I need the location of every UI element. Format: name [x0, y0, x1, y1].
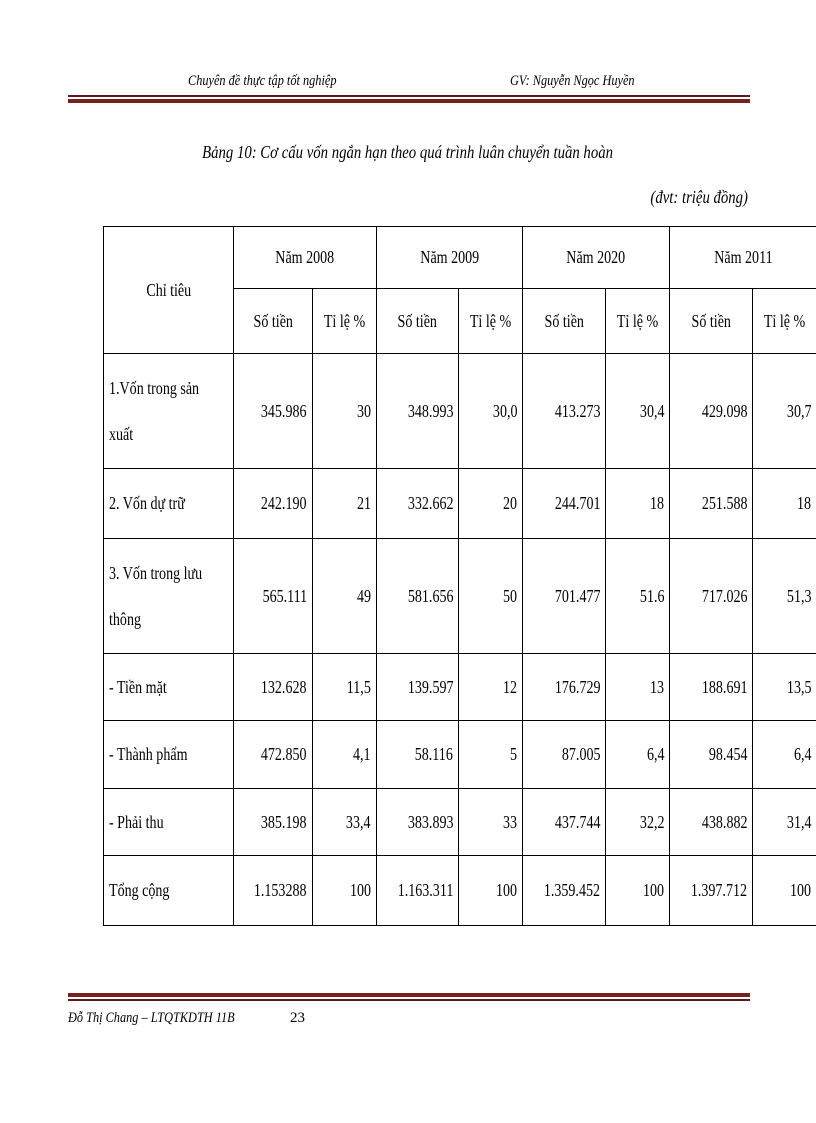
amount-header: Số tiền [376, 289, 458, 354]
unit-note: (đvt: triệu đồng) [650, 187, 748, 207]
ratio-cell: 18 [606, 469, 670, 539]
table-caption: Bảng 10: Cơ cấu vốn ngắn hạn theo quá trình luân chuyển tuần hoàn [202, 142, 614, 162]
ratio-cell: 13,5 [753, 654, 816, 721]
amount-cell: 701.477 [523, 539, 606, 654]
ratio-cell: 6,4 [606, 721, 670, 789]
ratio-cell: 30 [312, 354, 376, 469]
amount-cell: 188.691 [670, 654, 753, 721]
amount-cell: 1.163.311 [376, 856, 458, 926]
amount-header: Số tiền [234, 289, 313, 354]
ratio-cell: 100 [753, 856, 816, 926]
amount-cell: 383.893 [376, 789, 458, 856]
ratio-cell: 33,4 [312, 789, 376, 856]
amount-header: Số tiền [670, 289, 753, 354]
row-label: 1.Vốn trong sản xuất [104, 354, 234, 469]
amount-cell: 348.993 [376, 354, 458, 469]
amount-header: Số tiền [523, 289, 606, 354]
amount-cell: 1.359.452 [523, 856, 606, 926]
row-label: Tổng cộng [104, 856, 234, 926]
table-row [104, 654, 816, 721]
ratio-cell: 11,5 [312, 654, 376, 721]
ratio-header: Tỉ lệ % [606, 289, 670, 354]
amount-cell: 413.273 [523, 354, 606, 469]
amount-cell: 132.628 [234, 654, 313, 721]
amount-cell: 139.597 [376, 654, 458, 721]
table-row [104, 354, 816, 469]
ratio-cell: 31,4 [753, 789, 816, 856]
capital-structure-table [103, 226, 816, 926]
amount-cell: 345.986 [234, 354, 313, 469]
amount-cell: 472.850 [234, 721, 313, 789]
ratio-cell: 49 [312, 539, 376, 654]
ratio-cell: 6,4 [753, 721, 816, 789]
ratio-cell: 33 [459, 789, 523, 856]
ratio-cell: 50 [459, 539, 523, 654]
amount-cell: 1.153288 [234, 856, 313, 926]
indicator-header: Chỉ tiêu [104, 227, 234, 354]
year-header: Năm 2009 [376, 227, 522, 289]
row-label: - Phải thu [104, 789, 234, 856]
amount-cell: 717.026 [670, 539, 753, 654]
year-header-row [104, 227, 816, 289]
amount-cell: 385.198 [234, 789, 313, 856]
ratio-cell: 18 [753, 469, 816, 539]
ratio-header: Tỉ lệ % [753, 289, 816, 354]
ratio-cell: 21 [312, 469, 376, 539]
header-right-instructor: GV: Nguyễn Ngọc Huyền [510, 73, 635, 89]
ratio-cell: 100 [312, 856, 376, 926]
total-row [104, 856, 816, 926]
amount-cell: 438.882 [670, 789, 753, 856]
amount-cell: 87.005 [523, 721, 606, 789]
ratio-cell: 13 [606, 654, 670, 721]
amount-cell: 437.744 [523, 789, 606, 856]
table-row [104, 539, 816, 654]
row-label: 2. Vốn dự trữ [104, 469, 234, 539]
table-row [104, 469, 816, 539]
year-header: Năm 2011 [670, 227, 816, 289]
footer-rule [68, 993, 750, 1001]
table-row [104, 721, 816, 789]
ratio-cell: 5 [459, 721, 523, 789]
ratio-cell: 51.6 [606, 539, 670, 654]
table-row [104, 789, 816, 856]
amount-cell: 251.588 [670, 469, 753, 539]
row-label: 3. Vốn trong lưu thông [104, 539, 234, 654]
row-label: - Tiền mặt [104, 654, 234, 721]
ratio-cell: 51,3 [753, 539, 816, 654]
amount-cell: 98.454 [670, 721, 753, 789]
ratio-cell: 4,1 [312, 721, 376, 789]
amount-cell: 176.729 [523, 654, 606, 721]
amount-cell: 332.662 [376, 469, 458, 539]
page-number: 23 [290, 1010, 305, 1026]
ratio-cell: 30,0 [459, 354, 523, 469]
ratio-cell: 32,2 [606, 789, 670, 856]
amount-cell: 244.701 [523, 469, 606, 539]
amount-cell: 242.190 [234, 469, 313, 539]
amount-cell: 581.656 [376, 539, 458, 654]
ratio-cell: 12 [459, 654, 523, 721]
amount-cell: 1.397.712 [670, 856, 753, 926]
amount-cell: 58.116 [376, 721, 458, 789]
ratio-cell: 30,7 [753, 354, 816, 469]
ratio-cell: 100 [606, 856, 670, 926]
footer-author: Đỗ Thị Chang – LTQTKDTH 11B [68, 1010, 235, 1026]
amount-cell: 429.098 [670, 354, 753, 469]
row-label: - Thành phẩm [104, 721, 234, 789]
ratio-cell: 30,4 [606, 354, 670, 469]
ratio-cell: 100 [459, 856, 523, 926]
header-left-title: Chuyên đề thực tập tốt nghiệp [188, 73, 337, 89]
year-header: Năm 2020 [523, 227, 670, 289]
header-rule [68, 95, 750, 103]
ratio-cell: 20 [459, 469, 523, 539]
year-header: Năm 2008 [234, 227, 376, 289]
ratio-header: Tỉ lệ % [312, 289, 376, 354]
ratio-header: Tỉ lệ % [459, 289, 523, 354]
amount-cell: 565.111 [234, 539, 313, 654]
